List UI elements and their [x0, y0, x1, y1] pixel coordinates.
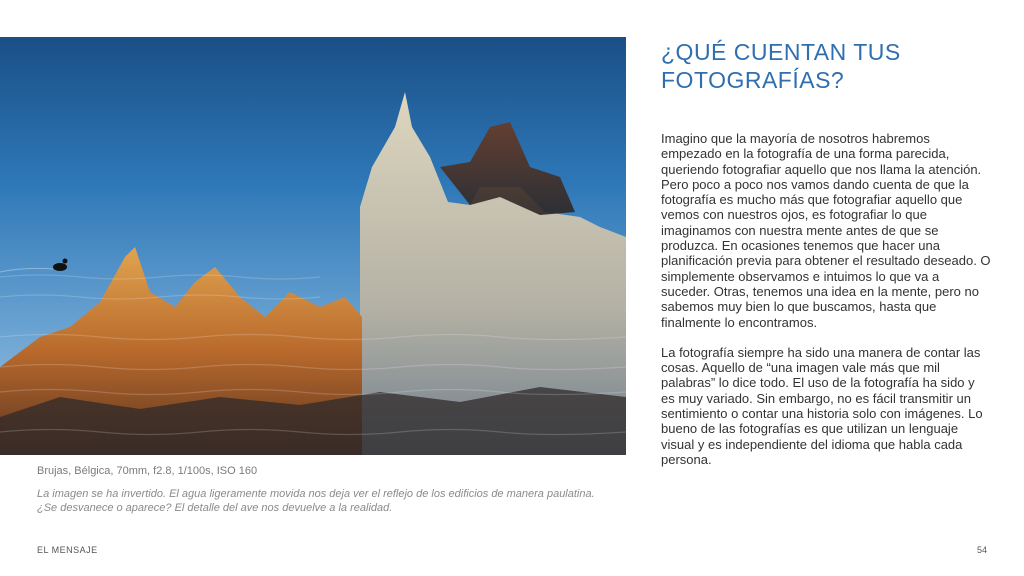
photo-description: [37, 487, 637, 515]
article-title: [661, 38, 1001, 94]
photo-description-line-1: La imagen se ha invertido. El agua ligeramente movida nos deja ver el reflejo de los edificios de manera paulatina.: [37, 488, 595, 500]
article-paragraph-2: La fotografía siempre ha sido una manera de contar las cosas. Aquello de “una imagen vale más que mil palabras” lo dice todo. El uso de la fotografía ha sido y es muy variado. Sin embargo, no es fácil transmitir un sentimiento o contar una historia solo con imágenes. Lo bueno de las fotografías es que utilizan un lenguaje visual y es independiente del idioma que habla cada persona.: [661, 344, 983, 467]
footer-section: EL MENSAJE: [37, 545, 98, 555]
reflection-photo: [0, 37, 626, 455]
article-title-line-2: FOTOGRAFÍAS?: [661, 67, 845, 93]
article-title-line-1: ¿QUÉ CUENTAN TUS: [661, 39, 901, 65]
page-number: 54: [976, 545, 987, 555]
article-paragraph-1: Imagino que la mayoría de nosotros habremos empezado en la fotografía de una forma parecida, queriendo fotografiar aquello que nos llama la atención. Pero poco a poco nos vamos dando cuenta de que la fotografía es mucho más que fotografiar aquello que vemos con nuestros ojos, es fotografiar lo que imaginamos con nuestra mente antes de que se produzca. En ocasiones tenemos que hacer una planificación previa para obtener el resultado deseado. O simplemente observamos e intuimos lo que va a suceder. Otras, tenemos una idea en la mente, pero no sabemos muy bien lo que buscamos, hasta que finalmente lo encontramos.: [661, 131, 991, 330]
photo-caption: Brujas, Bélgica, 70mm, f2.8, 1/100s, ISO 160: [37, 465, 258, 477]
photo-description-line-2: ¿Se desvanece o aparece? El detalle del ave nos devuelve a la realidad.: [37, 502, 393, 514]
water-reflection-icon: [0, 37, 626, 455]
article-body: [661, 131, 991, 482]
